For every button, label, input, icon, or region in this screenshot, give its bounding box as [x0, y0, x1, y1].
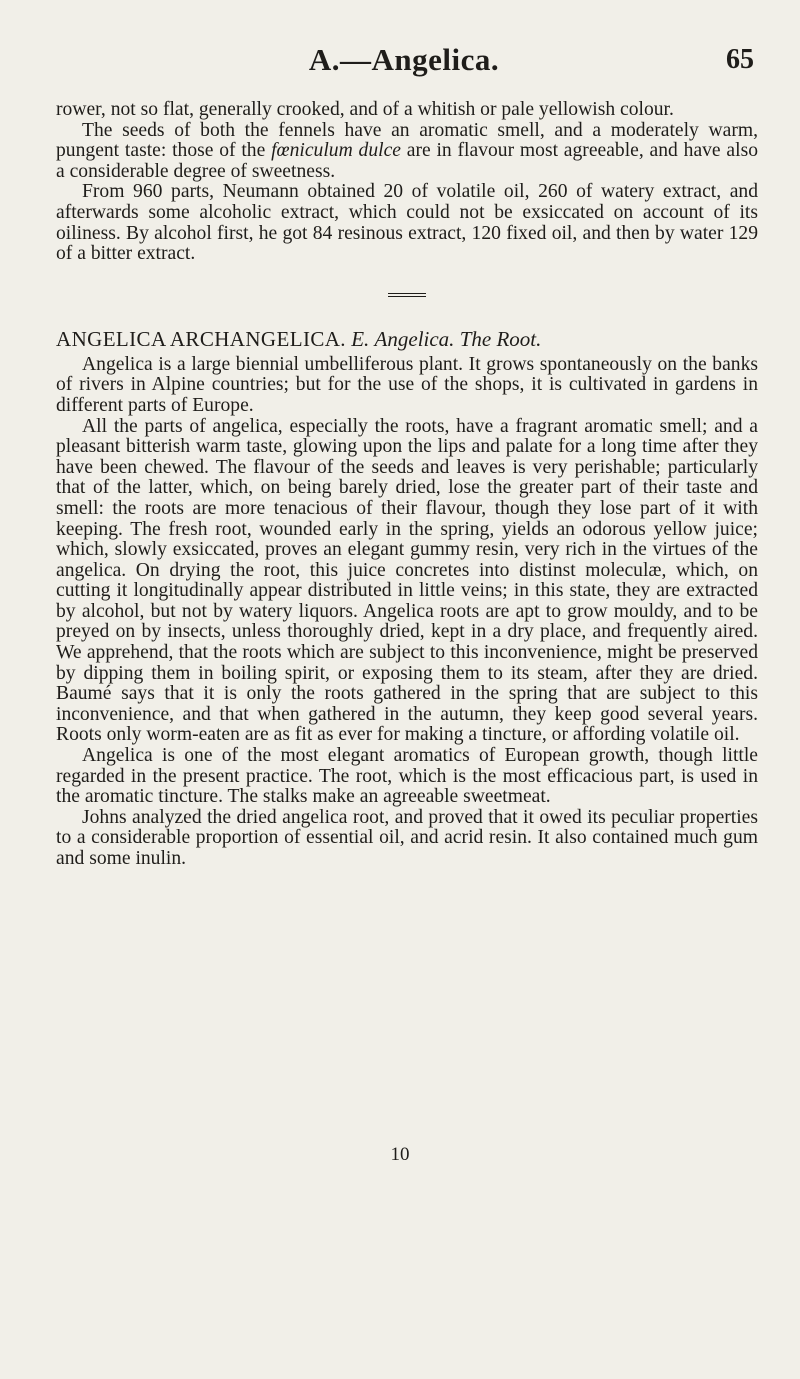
folio-number: 10: [390, 1144, 410, 1165]
angelica-paragraph-johns: Johns analyzed the dried angelica root, and proved that it owed its peculiar properties to a considerable proportion of essential oil, and acrid resin. It also contained much gum and some inulin.: [56, 806, 758, 869]
foeniculum-dulce-term: fœniculum dulce: [271, 140, 401, 162]
body-text: [56, 100, 758, 870]
section-divider: [388, 293, 426, 297]
angelica-paragraph-uses: Angelica is one of the most elegant aromatics of European growth, though little regarded in the present practice. The root, which is the most efficacious part, is used in the aromatic tincture. The stalks make an agreeable sweetmeat.: [56, 745, 758, 808]
fennel-paragraph-neumann: From 960 parts, Neumann obtained 20 of volatile oil, 260 of watery extract, and afterwards some alcoholic extract, which could not be exsiccated on account of its oiliness. By alcohol first, he got 84 resinous extract, 120 fixed oil, and then by water 129 of a bitter extract.: [56, 181, 758, 265]
angelica-paragraph-description: Angelica is a large biennial umbelliferous plant. It grows spontaneously on the banks of rivers in Alpine countries; but for the use of the shops, it is cultivated in gardens in different parts of Europe.: [56, 353, 758, 416]
section-letter: E.: [351, 326, 370, 351]
running-head: A.—Angelica.: [308, 42, 500, 77]
section-part: The Root.: [459, 326, 542, 351]
fennel-paragraph-seeds: [56, 121, 758, 183]
page-number: 65: [726, 44, 754, 75]
section-heading: [56, 327, 758, 351]
fennel-continuation: rower, not so flat, generally crooked, and of a whitish or pale yellowish colour.: [56, 99, 674, 120]
section-latin-name: ANGELICA ARCHANGELICA.: [56, 326, 346, 351]
page-header: [54, 42, 754, 82]
section-common-name: Angelica.: [374, 326, 455, 351]
fennel-seeds-text-post: are in flavour most agreeable, and have also a considerable degree of sweetness.: [56, 140, 758, 182]
fennel-seeds-text-pre: The seeds of both the fennels have an aromatic smell, and a moderately warm, pungent taste: those of the: [56, 119, 758, 162]
angelica-paragraph-properties: All the parts of angelica, especially the roots, have a fragrant aromatic smell; and a pleasant bitterish warm taste, glowing upon the lips and palate for a long time after they have been chewed. The flavour of the seeds and leaves is very perishable; particularly that of the latter, which, on being barely dried, lose the greater part of their taste and smell: the roots are more tenacious of their flavour, though they lose part of it with keeping. The fresh root, wounded early in the spring, yields an odorous yellow juice; which, slowly exsiccated, proves an elegant gummy resin, very rich in the virtues of the angelica. On drying the root, this juice concretes into distinst moleculæ, which, on cutting it longitudinally appear distributed in little veins; in this state, they are extracted by alcohol, but not by watery liquors. Angelica roots are apt to grow mouldy, and to be preyed on by insects, unless thoroughly dried, kept in a dry place, and frequently aired. We apprehend, that the roots which are subject to this inconvenience, might be preserved by dipping them in boiling spirit, or exposing them to its steam, after they are dried. Baumé says that it is only the roots gathered in the spring that are subject to this inconvenience, and that when gathered in the autumn, they keep good several years. Roots only worm-eaten are as fit as ever for making a tincture, or affording volatile oil.: [56, 415, 758, 746]
